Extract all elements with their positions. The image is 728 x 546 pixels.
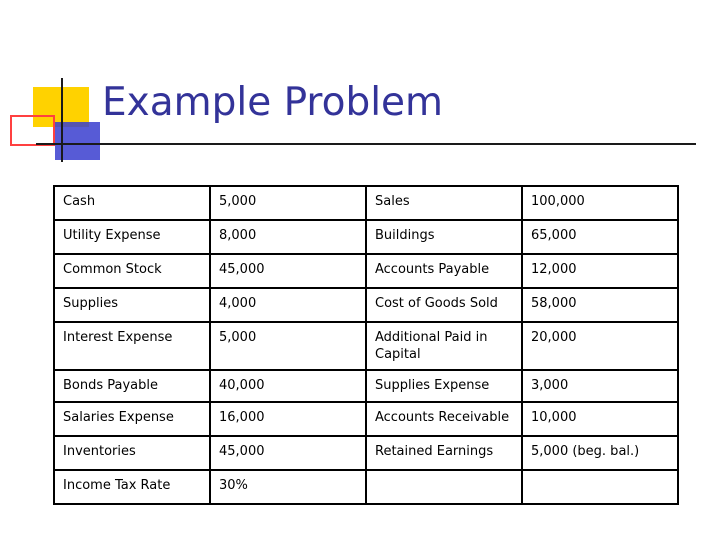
table-cell: Supplies Expense bbox=[366, 370, 522, 402]
table-cell: Cash bbox=[54, 186, 210, 220]
table-cell: 45,000 bbox=[210, 254, 366, 288]
table-cell: Utility Expense bbox=[54, 220, 210, 254]
table-cell: Common Stock bbox=[54, 254, 210, 288]
account-balances-table bbox=[53, 185, 679, 505]
table-row bbox=[54, 220, 678, 254]
table-cell: Accounts Receivable bbox=[366, 402, 522, 436]
table-cell: Interest Expense bbox=[54, 322, 210, 370]
table-cell: 5,000 bbox=[210, 322, 366, 370]
table-cell: Cost of Goods Sold bbox=[366, 288, 522, 322]
table-cell: 45,000 bbox=[210, 436, 366, 470]
table-cell: 20,000 bbox=[522, 322, 678, 370]
table-cell bbox=[522, 470, 678, 504]
table-cell: Additional Paid in Capital bbox=[366, 322, 522, 370]
table-row bbox=[54, 254, 678, 288]
page-title: Example Problem bbox=[102, 80, 444, 125]
table-cell: Bonds Payable bbox=[54, 370, 210, 402]
table-cell: 10,000 bbox=[522, 402, 678, 436]
table-cell: Sales bbox=[366, 186, 522, 220]
table-cell: 5,000 bbox=[210, 186, 366, 220]
table-cell: 3,000 bbox=[522, 370, 678, 402]
table-row bbox=[54, 470, 678, 504]
table-cell: 100,000 bbox=[522, 186, 678, 220]
table-cell: 58,000 bbox=[522, 288, 678, 322]
table-cell: 8,000 bbox=[210, 220, 366, 254]
table-row bbox=[54, 288, 678, 322]
table-cell: Retained Earnings bbox=[366, 436, 522, 470]
table-row bbox=[54, 402, 678, 436]
table-cell: 40,000 bbox=[210, 370, 366, 402]
table-cell: Accounts Payable bbox=[366, 254, 522, 288]
table-cell: Buildings bbox=[366, 220, 522, 254]
table-row bbox=[54, 322, 678, 370]
table-cell: Income Tax Rate bbox=[54, 470, 210, 504]
decorative-vertical-line bbox=[61, 78, 63, 162]
table-row bbox=[54, 436, 678, 470]
table-cell: Supplies bbox=[54, 288, 210, 322]
table-cell: Salaries Expense bbox=[54, 402, 210, 436]
table-cell: 12,000 bbox=[522, 254, 678, 288]
table-row bbox=[54, 370, 678, 402]
decorative-red-square bbox=[10, 115, 55, 146]
table-cell: 5,000 (beg. bal.) bbox=[522, 436, 678, 470]
table-cell: Inventories bbox=[54, 436, 210, 470]
table-cell: 16,000 bbox=[210, 402, 366, 436]
table-cell: 4,000 bbox=[210, 288, 366, 322]
table-row bbox=[54, 186, 678, 220]
table-cell: 30% bbox=[210, 470, 366, 504]
table-cell bbox=[366, 470, 522, 504]
title-underline bbox=[36, 143, 696, 145]
table-cell: 65,000 bbox=[522, 220, 678, 254]
